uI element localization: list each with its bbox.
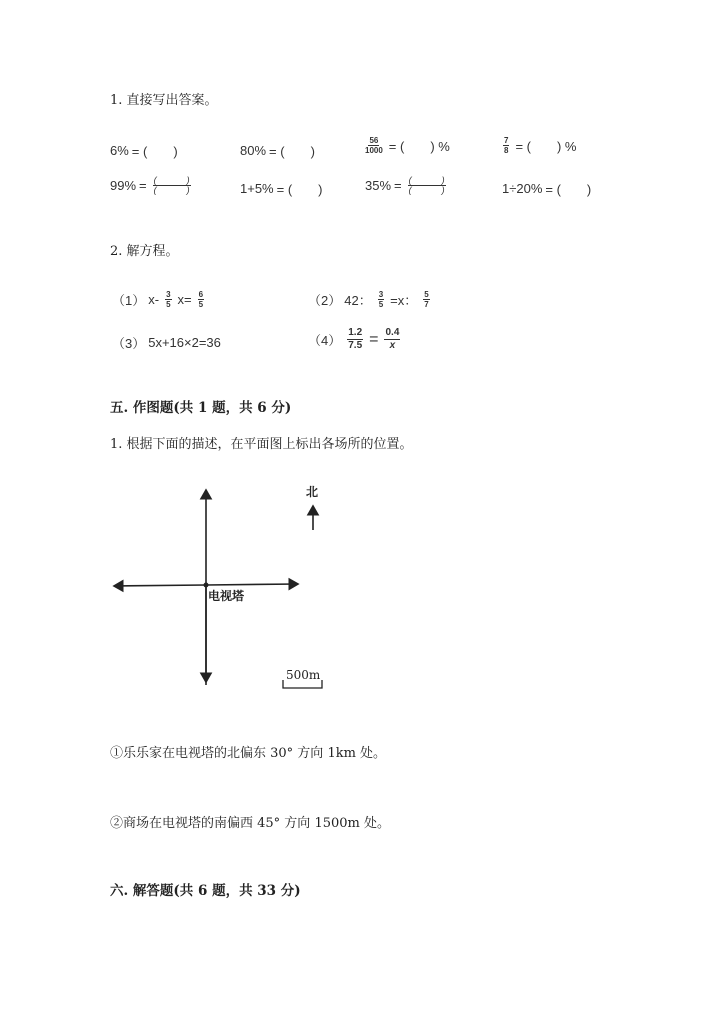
equals: =	[394, 178, 402, 193]
denominator: 8	[504, 146, 509, 155]
q1-item-4	[500, 136, 577, 155]
expr: 99%	[110, 178, 137, 193]
term: =x：	[390, 293, 418, 308]
denominator: x	[389, 340, 396, 351]
answer-blank: = ( )	[545, 182, 592, 197]
equation-2	[308, 290, 433, 309]
equals: =	[369, 330, 379, 348]
paren: (	[153, 175, 157, 185]
term: x=	[177, 292, 192, 307]
fraction	[165, 290, 171, 309]
blank-fraction	[153, 176, 191, 195]
eq-label: （3）	[112, 336, 146, 351]
map-diagram	[100, 470, 360, 700]
expr: 1÷20%	[502, 181, 543, 196]
q1-title: 1. 直接写出答案。	[110, 93, 218, 108]
q2-title: 2. 解方程。	[110, 244, 179, 259]
section5-title: 五. 作图题(共 1 题，共 6 分)	[110, 400, 292, 416]
q1-item-1	[110, 141, 178, 160]
q1-item-3	[362, 136, 450, 155]
fraction	[423, 290, 429, 309]
scale-label: 500m	[286, 668, 321, 682]
numerator: 0.4	[385, 327, 400, 338]
eq-label: （1）	[112, 293, 146, 308]
eq-label: （2）	[308, 293, 342, 308]
paren: (	[408, 175, 412, 185]
equation-4	[308, 327, 403, 352]
answer-blank: = ( )	[276, 182, 323, 197]
equation-1	[112, 290, 207, 309]
east-axis-arrow	[206, 584, 298, 585]
denominator: 5	[378, 300, 384, 309]
q1-item-2	[240, 141, 315, 160]
paren: )	[186, 185, 190, 195]
paren: )	[186, 175, 190, 185]
west-axis-arrow	[114, 585, 206, 586]
numerator: 3	[166, 290, 171, 299]
term: 5x+16×2=36	[148, 335, 221, 350]
denominator: 5	[198, 300, 204, 309]
blank-fraction	[408, 176, 446, 195]
denominator-blank	[409, 186, 445, 195]
description-2: ②商场在电视塔的南偏西 45° 方向 1500m 处。	[110, 816, 390, 831]
term: x-	[148, 292, 160, 307]
description-1: ①乐乐家在电视塔的北偏东 30° 方向 1km 处。	[110, 746, 387, 761]
q1-item-7	[365, 176, 449, 195]
numerator: 3	[378, 290, 384, 299]
eq-label: （4）	[308, 333, 342, 348]
numerator-blank	[408, 176, 446, 186]
expr: 35%	[365, 178, 392, 193]
equation-3	[112, 333, 221, 352]
answer-blank: = ( )	[131, 144, 178, 159]
fraction	[378, 290, 384, 309]
section5-q1: 1. 根据下面的描述，在平面图上标出各场所的位置。	[110, 437, 413, 452]
paren: )	[441, 185, 445, 195]
fraction	[365, 136, 383, 155]
fraction	[198, 290, 204, 309]
denominator: 1000	[365, 146, 383, 155]
q1-item-6	[240, 179, 323, 198]
term: 42：	[344, 293, 372, 308]
numerator: 7	[504, 136, 509, 145]
q1-item-8	[502, 179, 591, 198]
tv-tower-label: 电视塔	[208, 589, 245, 603]
expr: 1+5%	[240, 181, 274, 196]
answer-blank: = ( )	[269, 144, 315, 159]
denominator: 7.5	[348, 340, 363, 351]
fraction	[347, 327, 363, 352]
denominator: 7	[424, 300, 429, 309]
answer-blank: = ( ) %	[515, 139, 577, 154]
expr: 6%	[110, 143, 129, 158]
numerator-blank	[153, 176, 191, 186]
numerator: 1.2	[348, 327, 363, 338]
numerator: 6	[198, 290, 204, 299]
north-label: 北	[306, 485, 319, 499]
fraction	[503, 136, 509, 155]
answer-blank: = ( ) %	[388, 139, 450, 154]
numerator: 56	[369, 136, 379, 145]
denominator-blank	[154, 186, 190, 195]
numerator: 5	[424, 290, 429, 299]
paren: (	[408, 185, 412, 195]
paren: (	[153, 185, 157, 195]
q1-item-5	[110, 176, 194, 195]
denominator: 5	[166, 300, 171, 309]
fraction	[384, 327, 400, 352]
equals: =	[139, 178, 147, 193]
expr: 80%	[240, 143, 267, 158]
section6-title: 六. 解答题(共 6 题，共 33 分)	[110, 883, 301, 899]
paren: )	[441, 175, 445, 185]
